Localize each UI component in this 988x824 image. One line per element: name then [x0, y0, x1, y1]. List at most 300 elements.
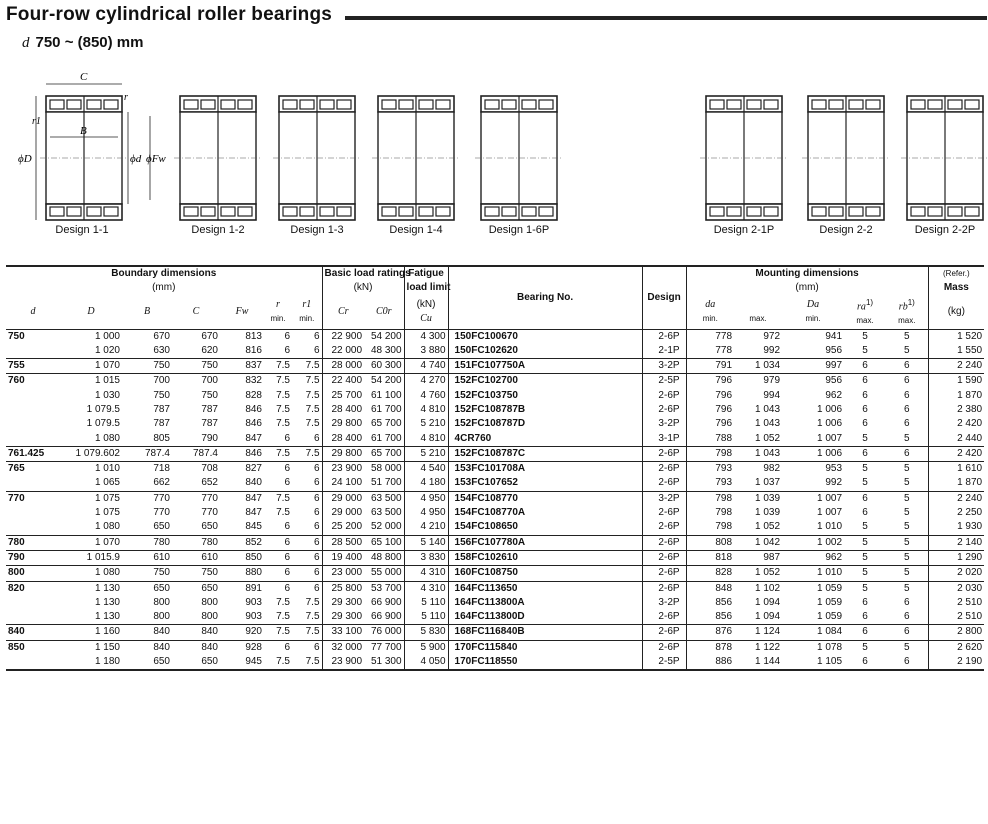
cell-ra: 5	[844, 566, 886, 581]
cell-mass: 1 290	[928, 550, 984, 565]
cell-outer-d: 1 065	[94, 477, 120, 489]
cell-bearing-no: 164FC113800A	[448, 596, 642, 610]
cell-cu: 5 110	[404, 596, 448, 610]
cell-cr: 28 400	[322, 403, 364, 417]
cell-c0r: 61 700	[370, 432, 402, 444]
cell-design: 2-6P	[642, 389, 686, 403]
col-ra-sym: ra	[857, 300, 866, 312]
header-row-1	[6, 266, 984, 281]
cell-outer-d: 1 079.5	[86, 404, 120, 415]
cell-d	[6, 610, 60, 625]
cell-cu: 3 830	[404, 550, 448, 565]
cell-outer-d: 1 180	[60, 655, 122, 670]
cell-da-max: 1 039	[755, 507, 781, 519]
cell-cr: 29 800	[322, 417, 364, 431]
design-label-2-2: Design 2-2	[819, 224, 873, 236]
cell-bearing-no: 150FC102620	[448, 344, 642, 359]
page-title: Four-row cylindrical roller bearings	[6, 4, 333, 25]
cell-design: 2-6P	[642, 403, 686, 417]
cell-r: 6	[264, 329, 292, 344]
cell-outer-d: 1 030	[94, 389, 120, 401]
cell-r: 6	[264, 566, 292, 581]
cell-b: 787	[153, 418, 170, 430]
cell-fw: 880	[220, 566, 264, 581]
cell-outer-d: 1 020	[94, 344, 120, 356]
cell-outer-da-min: 962	[825, 389, 843, 401]
cell-ra: 5	[844, 329, 886, 344]
cell-r1: 6	[313, 507, 320, 519]
cell-r1: 6	[292, 462, 322, 477]
cell-da-max: 1 034	[734, 359, 782, 374]
header-basic-load-unit: (kN)	[322, 281, 404, 295]
cell-rb: 5	[886, 640, 928, 655]
cell-d	[6, 655, 60, 670]
cell-outer-da-min: 953	[782, 462, 844, 477]
cell-c0r: 52 000	[370, 521, 402, 533]
cell-da-max: 1 052	[755, 432, 781, 444]
cell-c0r: 55 000	[364, 566, 404, 581]
cell-fw: 846	[220, 446, 264, 461]
cell-cu: 4 050	[404, 655, 448, 670]
cell-r: 6	[264, 550, 292, 565]
cell-c: 780	[172, 535, 220, 550]
cell-rb: 6	[904, 596, 910, 608]
cell-d	[6, 476, 60, 491]
subtitle-range: 750 ~ (850) mm	[35, 34, 144, 51]
cell-r1: 6	[292, 581, 322, 596]
cell-outer-da-min: 1 010	[782, 566, 844, 581]
cell-ra: 5	[862, 432, 868, 444]
cell-c: 670	[172, 329, 220, 344]
cell-bearing-no: 154FC108770A	[448, 506, 642, 520]
cell-r: 7.5	[264, 655, 292, 670]
cell-cu: 4 180	[404, 476, 448, 491]
dim-label-b: B	[80, 125, 87, 137]
cell-b: 780	[122, 535, 172, 550]
cell-c: 770	[201, 507, 218, 519]
cell-cu: 4 300	[404, 329, 448, 344]
col-outer-da	[782, 296, 844, 329]
cell-outer-d: 1 079.5	[86, 418, 120, 430]
cell-outer-d: 1 070	[60, 535, 122, 550]
cell-da-max: 1 094	[755, 596, 781, 608]
cell-da-min: 798	[686, 520, 734, 535]
cell-c: 708	[172, 462, 220, 477]
cell-fw: 891	[220, 581, 264, 596]
cell-fw: 840	[245, 477, 262, 489]
col-rb-sup: 1)	[907, 297, 915, 307]
cell-d: 765	[6, 462, 60, 477]
cell-r1: 7.5	[305, 389, 320, 401]
cell-outer-da-min: 997	[782, 359, 844, 374]
cell-outer-da-min: 956	[825, 344, 843, 356]
cell-r: 7.5	[276, 404, 290, 415]
cell-b: 805	[153, 432, 170, 444]
cell-r1: 6	[292, 640, 322, 655]
cell-fw: 847	[245, 432, 262, 444]
cell-cu: 4 810	[404, 432, 448, 447]
cell-b: 670	[122, 329, 172, 344]
cell-fw: 837	[220, 359, 264, 374]
cell-da-min: 828	[686, 566, 734, 581]
cell-r: 6	[284, 432, 290, 444]
cell-design: 2-5P	[642, 374, 686, 389]
cell-mass: 1 550	[928, 344, 984, 359]
cell-da-min: 798	[686, 446, 734, 461]
cell-da-max: 1 043	[755, 418, 781, 430]
header-basic-load: Basic load ratings	[322, 266, 404, 281]
cell-c0r: 58 000	[364, 462, 404, 477]
cell-ra: 6	[844, 491, 886, 506]
table-row	[6, 476, 984, 491]
cell-ra: 5	[862, 521, 868, 533]
table-row	[6, 491, 984, 506]
cell-r1: 6	[292, 491, 322, 506]
cell-outer-da-min: 1 010	[817, 521, 843, 533]
dim-label-inner-d: ϕd	[130, 153, 142, 165]
col-outer-da-sym: Da	[806, 298, 820, 310]
cell-bearing-no: 154FC108770	[448, 491, 642, 506]
design-label-2-2p: Design 2-2P	[914, 224, 976, 236]
cell-b: 750	[153, 389, 170, 401]
cell-d	[6, 432, 60, 447]
cell-cr: 25 700	[322, 389, 364, 403]
cell-mass: 1 930	[928, 520, 984, 535]
cell-c: 800	[201, 611, 218, 623]
cell-r1: 7.5	[305, 596, 320, 608]
cell-r: 6	[264, 581, 292, 596]
col-fw: Fw	[220, 296, 264, 329]
cell-fw: 816	[245, 344, 262, 356]
col-da-max	[734, 296, 782, 329]
cell-r1: 6	[313, 477, 320, 489]
dim-label-c: C	[80, 71, 88, 83]
cell-d	[6, 403, 60, 417]
cell-rb: 6	[904, 389, 910, 401]
cell-bearing-no: 154FC108650	[448, 520, 642, 535]
header-mass: Mass	[928, 281, 984, 295]
cell-d: 820	[6, 581, 60, 596]
header-bearing-no: Bearing No.	[448, 266, 642, 329]
col-rb-max: max.	[898, 316, 916, 326]
cell-cu: 4 760	[404, 389, 448, 403]
col-r-sym: r	[276, 298, 280, 310]
cell-d: 840	[6, 625, 60, 640]
cell-mass: 1 590	[928, 374, 984, 389]
cell-r1: 7.5	[292, 446, 322, 461]
cell-b: 750	[122, 566, 172, 581]
col-c: C	[172, 296, 220, 329]
cell-c: 750	[172, 566, 220, 581]
cell-r: 7.5	[276, 611, 290, 623]
cell-d	[6, 506, 60, 520]
header-fatigue-1: Fatigue	[404, 266, 448, 281]
cell-r1: 6	[313, 344, 320, 356]
cell-mass: 1 520	[928, 329, 984, 344]
cell-bearing-no: 164FC113650	[448, 581, 642, 596]
cell-cr: 29 300	[322, 596, 364, 610]
cell-c0r: 76 000	[364, 625, 404, 640]
cell-rb: 6	[886, 625, 928, 640]
cell-r: 7.5	[264, 446, 292, 461]
cell-mass: 1 870	[928, 389, 984, 403]
cell-r: 7.5	[276, 596, 290, 608]
cell-fw: 945	[220, 655, 264, 670]
cell-design: 3-2P	[642, 417, 686, 431]
col-ra	[844, 296, 886, 329]
cell-c: 787	[201, 404, 218, 415]
cell-ra: 5	[844, 581, 886, 596]
cell-c0r: 54 200	[364, 374, 404, 389]
cell-ra: 5	[862, 344, 868, 356]
cell-cu: 4 740	[404, 359, 448, 374]
cell-da-min: 818	[686, 550, 734, 565]
cell-b: 610	[122, 550, 172, 565]
cell-r: 7.5	[276, 507, 290, 519]
cell-bearing-no: 168FC116840B	[448, 625, 642, 640]
cell-da-min: 791	[686, 359, 734, 374]
cell-mass: 2 140	[928, 535, 984, 550]
title-rule	[345, 16, 987, 20]
header-mounting: Mounting dimensions	[686, 266, 928, 281]
cell-ra: 5	[844, 550, 886, 565]
col-cr: Cr	[322, 296, 364, 329]
cell-outer-da-min: 1 007	[782, 491, 844, 506]
cell-design: 3-2P	[642, 491, 686, 506]
design-label-1-4: Design 1-4	[389, 224, 443, 236]
col-fatigue-unit: (kN)	[416, 298, 436, 310]
cell-ra: 6	[844, 359, 886, 374]
cell-r1: 7.5	[305, 611, 320, 623]
cell-c: 790	[201, 432, 218, 444]
cell-cr: 22 400	[322, 374, 364, 389]
cell-cr: 29 000	[322, 506, 364, 520]
table-row	[6, 432, 984, 447]
dim-label-r1: r1	[32, 116, 41, 127]
cell-ra: 5	[844, 640, 886, 655]
cell-c: 840	[172, 640, 220, 655]
cell-cr: 24 100	[322, 476, 364, 491]
cell-rb: 6	[904, 611, 910, 623]
cell-ra: 6	[844, 446, 886, 461]
cell-da-min: 848	[686, 581, 734, 596]
cell-r1: 6	[292, 329, 322, 344]
col-r1-sym: r1	[302, 298, 312, 310]
cell-mass: 2 020	[928, 566, 984, 581]
cell-fw: 832	[220, 374, 264, 389]
col-cu	[404, 296, 448, 329]
cell-r: 6	[264, 640, 292, 655]
table-row	[6, 446, 984, 461]
cell-c0r: 65 700	[364, 446, 404, 461]
cell-cu: 5 830	[404, 625, 448, 640]
cell-cr: 28 500	[322, 535, 364, 550]
cell-da-min: 796	[686, 403, 734, 417]
cell-c0r: 66 900	[370, 596, 402, 608]
col-outer-da-min: min.	[805, 314, 821, 324]
cell-cr: 33 100	[322, 625, 364, 640]
cell-outer-d: 1 080	[94, 432, 120, 444]
cell-c0r: 61 100	[370, 389, 402, 401]
cell-outer-d: 1 015	[60, 374, 122, 389]
cell-cu: 4 540	[404, 462, 448, 477]
cell-r: 7.5	[264, 374, 292, 389]
cell-mass: 2 030	[928, 581, 984, 596]
cell-b: 840	[122, 640, 172, 655]
cell-cu: 5 210	[404, 417, 448, 431]
cell-r: 6	[264, 535, 292, 550]
cell-rb: 5	[904, 432, 910, 444]
header-boundary: Boundary dimensions	[111, 268, 217, 279]
table-row	[6, 403, 984, 417]
cell-r: 7.5	[264, 625, 292, 640]
cell-rb: 5	[886, 550, 928, 565]
table-row	[6, 417, 984, 431]
cell-b: 770	[122, 491, 172, 506]
cell-outer-d: 1 080	[60, 566, 122, 581]
cell-da-max: 1 052	[734, 566, 782, 581]
cell-outer-da-min: 1 105	[782, 655, 844, 670]
bearing-design-drawings	[0, 64, 988, 246]
cell-c: 770	[172, 491, 220, 506]
cell-r: 6	[284, 477, 290, 489]
cell-r1: 6	[292, 535, 322, 550]
cell-da-min: 878	[686, 640, 734, 655]
cell-b: 718	[122, 462, 172, 477]
cell-c0r: 60 300	[364, 359, 404, 374]
cell-outer-da-min: 956	[782, 374, 844, 389]
cell-rb: 6	[886, 374, 928, 389]
cell-da-max: 1 052	[755, 521, 781, 533]
cell-r1: 6	[313, 521, 320, 533]
col-rb-sym: rb	[898, 300, 908, 312]
cell-da-max: 979	[734, 374, 782, 389]
cell-cr: 28 000	[322, 359, 364, 374]
cell-outer-d: 1 160	[60, 625, 122, 640]
cell-outer-d: 1 075	[94, 507, 120, 519]
design-label-2-1p: Design 2-1P	[713, 224, 775, 236]
cell-c0r: 53 700	[364, 581, 404, 596]
cell-r1: 7.5	[292, 374, 322, 389]
cell-outer-da-min: 992	[825, 477, 843, 489]
cell-outer-da-min: 1 059	[782, 581, 844, 596]
cell-da-min: 886	[686, 655, 734, 670]
cell-bearing-no: 153FC107652	[448, 476, 642, 491]
table-row	[6, 640, 984, 655]
cell-fw: 852	[220, 535, 264, 550]
cell-fw: 846	[245, 404, 262, 415]
cell-ra: 6	[862, 389, 868, 401]
cell-r: 7.5	[276, 389, 290, 401]
cell-d	[6, 389, 60, 403]
table-row	[6, 329, 984, 344]
cell-r1: 6	[292, 566, 322, 581]
cell-mass: 2 510	[928, 596, 984, 610]
cell-mass: 2 620	[928, 640, 984, 655]
cell-outer-d: 1 080	[94, 521, 120, 533]
cell-outer-d: 1 070	[60, 359, 122, 374]
cell-c: 700	[172, 374, 220, 389]
cell-c: 650	[172, 581, 220, 596]
cell-bearing-no: 164FC113800D	[448, 610, 642, 625]
cell-c: 840	[172, 625, 220, 640]
col-r	[264, 296, 292, 329]
cell-outer-da-min: 1 078	[782, 640, 844, 655]
cell-bearing-no: 152FC108787C	[448, 446, 642, 461]
design-label-1-1: Design 1-1	[55, 224, 109, 236]
col-cu-sym: Cu	[420, 313, 432, 325]
cell-b: 800	[153, 611, 170, 623]
col-outer-d: D	[60, 296, 122, 329]
cell-d: 760	[6, 374, 60, 389]
cell-b: 787.4	[122, 446, 172, 461]
cell-cr: 29 000	[322, 491, 364, 506]
cell-b: 650	[153, 521, 170, 533]
cell-da-min: 808	[686, 535, 734, 550]
cell-bearing-no: 151FC107750A	[448, 359, 642, 374]
cell-bearing-no: 158FC102610	[448, 550, 642, 565]
design-label-1-3: Design 1-3	[290, 224, 344, 236]
cell-design: 2-5P	[642, 655, 686, 670]
cell-outer-d: 1 130	[94, 596, 120, 608]
cell-design: 2-6P	[642, 520, 686, 535]
cell-design: 2-6P	[642, 610, 686, 625]
cell-d: 790	[6, 550, 60, 565]
cell-b: 770	[153, 507, 170, 519]
cell-r: 7.5	[264, 491, 292, 506]
cell-cr: 29 800	[322, 446, 364, 461]
cell-cu: 4 950	[404, 506, 448, 520]
cell-fw: 903	[245, 611, 262, 623]
cell-d: 761.425	[6, 446, 60, 461]
col-c0r: C0r	[364, 296, 404, 329]
cell-bearing-no: 152FC108787B	[448, 403, 642, 417]
cell-outer-da-min: 1 007	[817, 507, 843, 519]
table-body	[6, 329, 984, 670]
cell-mass: 1 610	[928, 462, 984, 477]
cell-cu: 5 110	[404, 610, 448, 625]
header-boundary-unit: (mm)	[152, 282, 176, 294]
cell-da-min: 856	[686, 610, 734, 625]
cell-outer-da-min: 1 006	[817, 404, 843, 415]
cell-da-max: 972	[734, 329, 782, 344]
cell-da-max: 1 124	[734, 625, 782, 640]
cell-cu: 4 810	[404, 403, 448, 417]
cell-rb: 5	[904, 507, 910, 519]
col-d: d	[6, 296, 60, 329]
cell-c: 620	[201, 344, 218, 356]
cell-r: 6	[284, 344, 290, 356]
cell-da-max: 1 037	[755, 477, 781, 489]
cell-r1: 6	[313, 432, 320, 444]
bearing-spec-table	[6, 265, 984, 671]
cell-outer-d: 1 150	[60, 640, 122, 655]
cell-r1: 7.5	[305, 404, 320, 415]
cell-rb: 5	[904, 521, 910, 533]
cell-mass: 2 440	[928, 432, 984, 447]
cell-c: 610	[172, 550, 220, 565]
cell-design: 2-1P	[642, 344, 686, 359]
col-da-sym: da	[705, 298, 716, 310]
cell-fw: 846	[245, 418, 262, 430]
cell-c0r: 61 700	[370, 404, 402, 415]
cell-bearing-no: 4CR760	[448, 432, 642, 447]
cell-mass: 2 420	[928, 417, 984, 431]
cell-d: 770	[6, 491, 60, 506]
cell-c: 750	[172, 359, 220, 374]
cell-cu: 3 880	[404, 344, 448, 359]
cell-b: 750	[122, 359, 172, 374]
